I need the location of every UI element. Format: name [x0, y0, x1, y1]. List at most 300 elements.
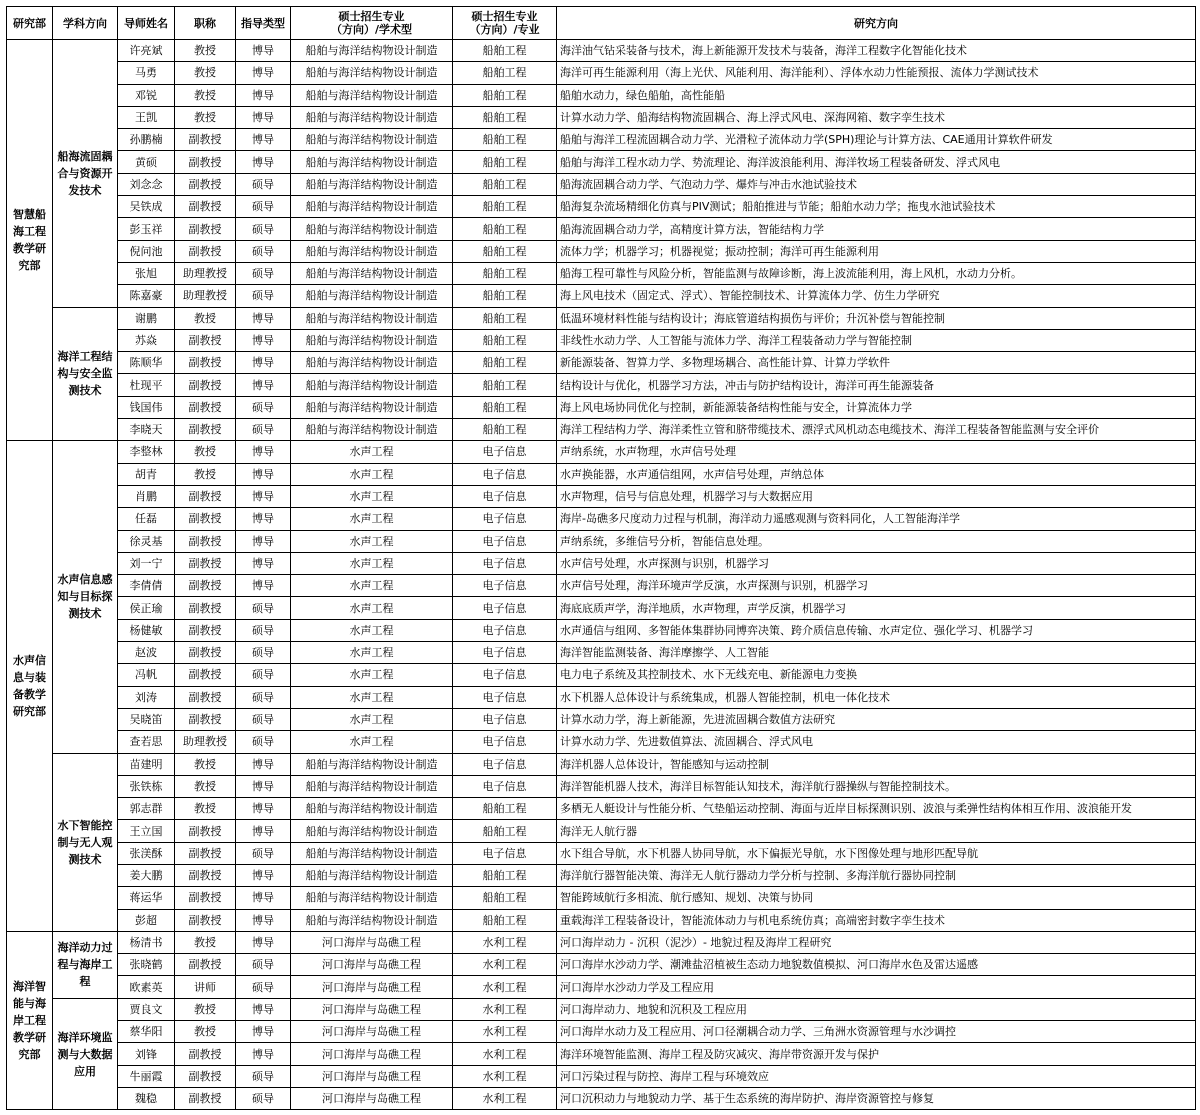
title-cell: 教授 [175, 441, 236, 463]
research-direction-cell: 海洋工程结构力学、海洋柔性立管和脐带缆技术、漂浮式风机动态电缆技术、海洋工程装备智能监测与安全评价 [557, 419, 1196, 441]
academic-major-cell: 河口海岸与岛礁工程 [291, 931, 453, 953]
professional-major-cell: 船舶工程 [453, 285, 557, 307]
supervisor-name-cell: 肖鹏 [118, 485, 175, 507]
supervisor-name-cell: 杜现平 [118, 374, 175, 396]
title-cell: 副教授 [175, 173, 236, 195]
academic-major-cell: 船舶与海洋结构物设计制造 [291, 909, 453, 931]
supervisor-name-cell: 郭志群 [118, 798, 175, 820]
title-cell: 副教授 [175, 708, 236, 730]
table-row [7, 619, 1196, 641]
research-direction-cell: 水声物理，信号与信息处理，机器学习与大数据应用 [557, 485, 1196, 507]
research-direction-cell: 河口海岸水沙动力学、潮滩盐沼植被生态动力地貌数值模拟、河口海岸水色及雷达遥感 [557, 954, 1196, 976]
supervision-type-cell: 硕导 [236, 976, 291, 998]
supervisor-name-cell: 贾良文 [118, 998, 175, 1020]
professional-major-cell: 船舶工程 [453, 419, 557, 441]
research-direction-cell: 船海复杂流场精细化仿真与PIV测试；船舶推进与节能；船舶水动力学；拖曳水池试验技术 [557, 196, 1196, 218]
table-row [7, 842, 1196, 864]
research-direction-cell: 流体力学；机器学习；机器视觉；振动控制；海洋可再生能源利用 [557, 240, 1196, 262]
table-row [7, 40, 1196, 62]
academic-major-cell: 河口海岸与岛礁工程 [291, 976, 453, 998]
table-row [7, 909, 1196, 931]
research-direction-cell: 船舶与海洋工程水动力学、势流理论、海洋波浪能利用、海洋牧场工程装备研发、浮式风电 [557, 151, 1196, 173]
professional-major-cell: 船舶工程 [453, 374, 557, 396]
title-cell: 教授 [175, 307, 236, 329]
research-direction-cell: 河口海岸动力、地貌和沉积及工程应用 [557, 998, 1196, 1020]
title-cell: 副教授 [175, 575, 236, 597]
academic-major-cell: 船舶与海洋结构物设计制造 [291, 396, 453, 418]
research-direction-cell: 多栖无人艇设计与性能分析、气垫船运动控制、海面与近岸目标探测识别、波浪与柔弹性结构体相互作用、波浪能开发 [557, 798, 1196, 820]
table-row [7, 552, 1196, 574]
academic-major-cell: 水声工程 [291, 642, 453, 664]
research-direction-cell: 船海流固耦合动力学、气泡动力学、爆炸与冲击水池试验技术 [557, 173, 1196, 195]
professional-major-cell: 水利工程 [453, 931, 557, 953]
supervision-type-cell: 博导 [236, 329, 291, 351]
title-cell: 教授 [175, 798, 236, 820]
research-direction-cell: 海洋可再生能源利用（海上光伏、风能利用、海洋能利）、浮体水动力性能预报、流体力学测试技术 [557, 62, 1196, 84]
professional-major-cell: 船舶工程 [453, 84, 557, 106]
title-cell: 副教授 [175, 954, 236, 976]
academic-major-cell: 水声工程 [291, 686, 453, 708]
supervisor-name-cell: 刘锋 [118, 1043, 175, 1065]
supervisor-name-cell: 许亮斌 [118, 40, 175, 62]
discipline-cell: 海洋工程结构与安全监测技术 [53, 307, 118, 441]
supervisor-name-cell: 胡青 [118, 463, 175, 485]
academic-major-cell: 水声工程 [291, 731, 453, 753]
academic-major-cell: 河口海岸与岛礁工程 [291, 1043, 453, 1065]
table-row [7, 196, 1196, 218]
professional-major-cell: 船舶工程 [453, 352, 557, 374]
professional-major-cell: 电子信息 [453, 552, 557, 574]
professional-major-cell: 船舶工程 [453, 173, 557, 195]
professional-major-cell: 电子信息 [453, 775, 557, 797]
supervision-type-cell: 硕导 [236, 196, 291, 218]
academic-major-cell: 船舶与海洋结构物设计制造 [291, 285, 453, 307]
professional-major-cell: 电子信息 [453, 731, 557, 753]
supervisor-name-cell: 谢鹏 [118, 307, 175, 329]
professional-major-cell: 电子信息 [453, 664, 557, 686]
title-cell: 副教授 [175, 218, 236, 240]
title-cell: 副教授 [175, 129, 236, 151]
academic-major-cell: 船舶与海洋结构物设计制造 [291, 151, 453, 173]
table-row [7, 1043, 1196, 1065]
research-direction-cell: 海洋无人航行器 [557, 820, 1196, 842]
academic-major-cell: 船舶与海洋结构物设计制造 [291, 374, 453, 396]
academic-major-cell: 船舶与海洋结构物设计制造 [291, 887, 453, 909]
academic-major-cell: 船舶与海洋结构物设计制造 [291, 753, 453, 775]
research-direction-cell: 电力电子系统及其控制技术、水下无线充电、新能源电力变换 [557, 664, 1196, 686]
professional-major-cell: 船舶工程 [453, 307, 557, 329]
academic-major-cell: 河口海岸与岛礁工程 [291, 998, 453, 1020]
table-row [7, 887, 1196, 909]
professional-major-cell: 船舶工程 [453, 129, 557, 151]
research-direction-cell: 船海流固耦合动力学，高精度计算方法，智能结构力学 [557, 218, 1196, 240]
academic-major-cell: 船舶与海洋结构物设计制造 [291, 129, 453, 151]
title-cell: 副教授 [175, 530, 236, 552]
research-direction-cell: 河口海岸水动力及工程应用、河口径潮耦合动力学、三角洲水资源管理与水沙调控 [557, 1021, 1196, 1043]
academic-major-cell: 船舶与海洋结构物设计制造 [291, 864, 453, 886]
title-cell: 教授 [175, 775, 236, 797]
research-direction-cell: 船舶与海洋工程流固耦合动力学、光滑粒子流体动力学(SPH)理论与计算方法、CAE通用计算软件研发 [557, 129, 1196, 151]
research-direction-cell: 水下机器人总体设计与系统集成，机器人智能控制，机电一体化技术 [557, 686, 1196, 708]
supervisor-name-cell: 苗建明 [118, 753, 175, 775]
supervisor-name-cell: 张渼酥 [118, 842, 175, 864]
table-row [7, 307, 1196, 329]
research-direction-cell: 海岸-岛礁多尺度动力过程与机制，海洋动力遥感观测与资料同化，人工智能海洋学 [557, 508, 1196, 530]
table-row [7, 664, 1196, 686]
title-cell: 副教授 [175, 642, 236, 664]
supervisor-name-cell: 倪问池 [118, 240, 175, 262]
table-row [7, 998, 1196, 1020]
discipline-cell: 船海流固耦合与资源开发技术 [53, 40, 118, 308]
table-row [7, 240, 1196, 262]
title-cell: 副教授 [175, 619, 236, 641]
professional-major-cell: 电子信息 [453, 530, 557, 552]
professional-major-cell: 船舶工程 [453, 151, 557, 173]
research-direction-cell: 船舶水动力，绿色船舶，高性能船 [557, 84, 1196, 106]
title-cell: 副教授 [175, 552, 236, 574]
professional-major-cell: 电子信息 [453, 597, 557, 619]
title-cell: 副教授 [175, 909, 236, 931]
supervisor-name-cell: 蒋运华 [118, 887, 175, 909]
title-cell: 助理教授 [175, 262, 236, 284]
academic-major-cell: 船舶与海洋结构物设计制造 [291, 329, 453, 351]
supervision-type-cell: 博导 [236, 775, 291, 797]
supervisor-name-cell: 李晓天 [118, 419, 175, 441]
supervision-type-cell: 硕导 [236, 731, 291, 753]
table-row [7, 931, 1196, 953]
table-row [7, 864, 1196, 886]
research-direction-cell: 计算水动力学、先进数值算法、流固耦合、浮式风电 [557, 731, 1196, 753]
academic-major-cell: 水声工程 [291, 463, 453, 485]
research-direction-cell: 水声信号处理，水声探测与识别，机器学习 [557, 552, 1196, 574]
academic-major-cell: 水声工程 [291, 485, 453, 507]
table-row [7, 463, 1196, 485]
academic-major-cell: 水声工程 [291, 619, 453, 641]
professional-major-cell: 水利工程 [453, 976, 557, 998]
academic-major-cell: 船舶与海洋结构物设计制造 [291, 262, 453, 284]
supervisor-name-cell: 张晓鹤 [118, 954, 175, 976]
table-row [7, 820, 1196, 842]
research-direction-cell: 海底底质声学，海洋地质，水声物理，声学反演，机器学习 [557, 597, 1196, 619]
title-cell: 副教授 [175, 240, 236, 262]
title-cell: 副教授 [175, 508, 236, 530]
supervisor-name-cell: 钱国伟 [118, 396, 175, 418]
department-cell: 水声信息与装备教学研究部 [7, 441, 53, 932]
supervision-type-cell: 硕导 [236, 396, 291, 418]
research-direction-cell: 水声通信与组网、多智能体集群协同博弈决策、跨介质信息传输、水声定位、强化学习、机器学习 [557, 619, 1196, 641]
title-cell: 副教授 [175, 151, 236, 173]
table-row [7, 508, 1196, 530]
supervisor-name-cell: 王立国 [118, 820, 175, 842]
supervisor-name-cell: 吴铁成 [118, 196, 175, 218]
title-cell: 副教授 [175, 329, 236, 351]
academic-major-cell: 船舶与海洋结构物设计制造 [291, 62, 453, 84]
supervisor-name-cell: 魏稳 [118, 1087, 175, 1109]
supervision-type-cell: 博导 [236, 40, 291, 62]
research-direction-cell: 智能跨域航行多相流、航行感知、规划、决策与协同 [557, 887, 1196, 909]
supervisor-name-cell: 姜大鹏 [118, 864, 175, 886]
table-row [7, 1087, 1196, 1109]
supervisor-table [6, 6, 1196, 1110]
title-cell: 教授 [175, 998, 236, 1020]
header-title: 职称 [175, 7, 236, 40]
professional-major-cell: 船舶工程 [453, 40, 557, 62]
professional-major-cell: 船舶工程 [453, 396, 557, 418]
academic-major-cell: 船舶与海洋结构物设计制造 [291, 352, 453, 374]
research-direction-cell: 声纳系统，多维信号分析，智能信息处理。 [557, 530, 1196, 552]
header-supervisor-name: 导师姓名 [118, 7, 175, 40]
supervisor-name-cell: 查若思 [118, 731, 175, 753]
academic-major-cell: 船舶与海洋结构物设计制造 [291, 218, 453, 240]
supervision-type-cell: 硕导 [236, 218, 291, 240]
academic-major-cell: 河口海岸与岛礁工程 [291, 1065, 453, 1087]
academic-major-cell: 船舶与海洋结构物设计制造 [291, 820, 453, 842]
table-row [7, 708, 1196, 730]
supervisor-name-cell: 陈嘉豪 [118, 285, 175, 307]
academic-major-cell: 河口海岸与岛礁工程 [291, 1087, 453, 1109]
title-cell: 副教授 [175, 352, 236, 374]
professional-major-cell: 水利工程 [453, 1087, 557, 1109]
table-row [7, 218, 1196, 240]
supervisor-name-cell: 吴晓笛 [118, 708, 175, 730]
supervisor-name-cell: 欧素英 [118, 976, 175, 998]
table-row [7, 530, 1196, 552]
research-direction-cell: 海上风电场协同优化与控制，新能源装备结构性能与安全，计算流体力学 [557, 396, 1196, 418]
supervision-type-cell: 博导 [236, 129, 291, 151]
title-cell: 副教授 [175, 419, 236, 441]
supervision-type-cell: 博导 [236, 575, 291, 597]
header-research-direction: 研究方向 [557, 7, 1196, 40]
research-direction-cell: 计算水动力学、船海结构物流固耦合、海上浮式风电、深海网箱、数字孪生技术 [557, 106, 1196, 128]
title-cell: 副教授 [175, 485, 236, 507]
professional-major-cell: 电子信息 [453, 508, 557, 530]
title-cell: 副教授 [175, 864, 236, 886]
research-direction-cell: 海洋机器人总体设计，智能感知与运动控制 [557, 753, 1196, 775]
supervisor-name-cell: 马勇 [118, 62, 175, 84]
table-row [7, 374, 1196, 396]
supervisor-name-cell: 李倩倩 [118, 575, 175, 597]
research-direction-cell: 船海工程可靠性与风险分析，智能监测与故障诊断，海上波流能利用，海上风机，水动力分析。 [557, 262, 1196, 284]
academic-major-cell: 船舶与海洋结构物设计制造 [291, 196, 453, 218]
header-professional-major: 硕士招生专业 （方向）/专业 [453, 7, 557, 40]
table-row [7, 1065, 1196, 1087]
academic-major-cell: 船舶与海洋结构物设计制造 [291, 419, 453, 441]
professional-major-cell: 船舶工程 [453, 218, 557, 240]
supervision-type-cell: 博导 [236, 753, 291, 775]
supervision-type-cell: 硕导 [236, 708, 291, 730]
department-cell: 海洋智能与海岸工程教学研究部 [7, 931, 53, 1109]
supervisor-name-cell: 刘念念 [118, 173, 175, 195]
supervisor-name-cell: 刘涛 [118, 686, 175, 708]
header-department: 研究部 [7, 7, 53, 40]
table-row [7, 485, 1196, 507]
table-row [7, 731, 1196, 753]
research-direction-cell: 低温环境材料性能与结构设计；海底管道结构损伤与评价；升沉补偿与智能控制 [557, 307, 1196, 329]
supervision-type-cell: 博导 [236, 62, 291, 84]
research-direction-cell: 海洋智能监测装备、海洋摩擦学、人工智能 [557, 642, 1196, 664]
table-body [7, 40, 1196, 1110]
professional-major-cell: 船舶工程 [453, 864, 557, 886]
table-row [7, 686, 1196, 708]
supervisor-name-cell: 赵波 [118, 642, 175, 664]
supervision-type-cell: 博导 [236, 887, 291, 909]
supervision-type-cell: 硕导 [236, 419, 291, 441]
table-row [7, 129, 1196, 151]
supervision-type-cell: 博导 [236, 820, 291, 842]
professional-major-cell: 水利工程 [453, 1021, 557, 1043]
academic-major-cell: 船舶与海洋结构物设计制造 [291, 106, 453, 128]
supervisor-name-cell: 侯正瑜 [118, 597, 175, 619]
research-direction-cell: 海洋油气钻采装备与技术，海上新能源开发技术与装备，海洋工程数字化智能化技术 [557, 40, 1196, 62]
professional-major-cell: 电子信息 [453, 753, 557, 775]
professional-major-cell: 电子信息 [453, 708, 557, 730]
supervision-type-cell: 硕导 [236, 285, 291, 307]
supervisor-name-cell: 冯帆 [118, 664, 175, 686]
title-cell: 副教授 [175, 1087, 236, 1109]
table-row [7, 575, 1196, 597]
supervision-type-cell: 硕导 [236, 842, 291, 864]
professional-major-cell: 电子信息 [453, 575, 557, 597]
header-discipline: 学科方向 [53, 7, 118, 40]
supervision-type-cell: 博导 [236, 485, 291, 507]
supervisor-name-cell: 陈顺华 [118, 352, 175, 374]
professional-major-cell: 电子信息 [453, 686, 557, 708]
table-row [7, 1021, 1196, 1043]
title-cell: 讲师 [175, 976, 236, 998]
academic-major-cell: 船舶与海洋结构物设计制造 [291, 798, 453, 820]
table-row [7, 106, 1196, 128]
supervision-type-cell: 硕导 [236, 954, 291, 976]
title-cell: 副教授 [175, 396, 236, 418]
supervision-type-cell: 博导 [236, 1043, 291, 1065]
supervision-type-cell: 硕导 [236, 597, 291, 619]
supervisor-name-cell: 张旭 [118, 262, 175, 284]
academic-major-cell: 水声工程 [291, 575, 453, 597]
discipline-cell: 水声信息感知与目标探测技术 [53, 441, 118, 753]
header-supervision-type: 指导类型 [236, 7, 291, 40]
title-cell: 教授 [175, 1021, 236, 1043]
supervision-type-cell: 硕导 [236, 686, 291, 708]
research-direction-cell: 河口污染过程与防控、海岸工程与环境效应 [557, 1065, 1196, 1087]
supervisor-name-cell: 张铁栋 [118, 775, 175, 797]
supervisor-name-cell: 苏焱 [118, 329, 175, 351]
supervision-type-cell: 博导 [236, 106, 291, 128]
table-row [7, 352, 1196, 374]
research-direction-cell: 海洋航行器智能决策、海洋无人航行器动力学分析与控制、多海洋航行器协同控制 [557, 864, 1196, 886]
table-row [7, 62, 1196, 84]
title-cell: 副教授 [175, 1043, 236, 1065]
supervisor-name-cell: 徐灵基 [118, 530, 175, 552]
academic-major-cell: 船舶与海洋结构物设计制造 [291, 84, 453, 106]
supervision-type-cell: 博导 [236, 798, 291, 820]
academic-major-cell: 河口海岸与岛礁工程 [291, 1021, 453, 1043]
title-cell: 副教授 [175, 887, 236, 909]
title-cell: 教授 [175, 463, 236, 485]
supervision-type-cell: 博导 [236, 530, 291, 552]
professional-major-cell: 电子信息 [453, 441, 557, 463]
professional-major-cell: 船舶工程 [453, 62, 557, 84]
academic-major-cell: 船舶与海洋结构物设计制造 [291, 775, 453, 797]
title-cell: 副教授 [175, 686, 236, 708]
table-row [7, 954, 1196, 976]
supervision-type-cell: 博导 [236, 441, 291, 463]
research-direction-cell: 河口沉积动力与地貌动力学、基于生态系统的海岸防护、海岸资源管控与修复 [557, 1087, 1196, 1109]
professional-major-cell: 船舶工程 [453, 240, 557, 262]
professional-major-cell: 船舶工程 [453, 909, 557, 931]
table-row [7, 441, 1196, 463]
supervision-type-cell: 博导 [236, 552, 291, 574]
professional-major-cell: 船舶工程 [453, 798, 557, 820]
academic-major-cell: 河口海岸与岛礁工程 [291, 954, 453, 976]
academic-major-cell: 水声工程 [291, 530, 453, 552]
title-cell: 助理教授 [175, 285, 236, 307]
research-direction-cell: 重载海洋工程装备设计，智能流体动力与机电系统仿真；高端密封数字孪生技术 [557, 909, 1196, 931]
title-cell: 教授 [175, 753, 236, 775]
academic-major-cell: 水声工程 [291, 508, 453, 530]
supervisor-name-cell: 李整林 [118, 441, 175, 463]
supervision-type-cell: 博导 [236, 1021, 291, 1043]
supervisor-name-cell: 杨清书 [118, 931, 175, 953]
table-row [7, 775, 1196, 797]
professional-major-cell: 电子信息 [453, 642, 557, 664]
header-academic-major: 硕士招生专业 （方向）/学术型 [291, 7, 453, 40]
professional-major-cell: 船舶工程 [453, 820, 557, 842]
table-row [7, 84, 1196, 106]
professional-major-cell: 电子信息 [453, 842, 557, 864]
supervision-type-cell: 博导 [236, 909, 291, 931]
research-direction-cell: 声纳系统，水声物理，水声信号处理 [557, 441, 1196, 463]
research-direction-cell: 海洋环境智能监测、海岸工程及防灾减灾、海岸带资源开发与保护 [557, 1043, 1196, 1065]
title-cell: 教授 [175, 931, 236, 953]
table-row [7, 285, 1196, 307]
supervision-type-cell: 硕导 [236, 262, 291, 284]
supervision-type-cell: 博导 [236, 151, 291, 173]
title-cell: 副教授 [175, 196, 236, 218]
supervisor-name-cell: 邓锐 [118, 84, 175, 106]
table-row [7, 976, 1196, 998]
professional-major-cell: 电子信息 [453, 619, 557, 641]
title-cell: 助理教授 [175, 731, 236, 753]
title-cell: 副教授 [175, 664, 236, 686]
table-row [7, 262, 1196, 284]
professional-major-cell: 电子信息 [453, 485, 557, 507]
discipline-cell: 海洋动力过程与海岸工程 [53, 931, 118, 998]
research-direction-cell: 河口海岸水沙动力学及工程应用 [557, 976, 1196, 998]
supervision-type-cell: 硕导 [236, 1065, 291, 1087]
title-cell: 教授 [175, 40, 236, 62]
supervision-type-cell: 博导 [236, 864, 291, 886]
table-row [7, 151, 1196, 173]
header-row [7, 7, 1196, 40]
supervisor-name-cell: 彭玉祥 [118, 218, 175, 240]
academic-major-cell: 船舶与海洋结构物设计制造 [291, 240, 453, 262]
research-direction-cell: 结构设计与优化，机器学习方法，冲击与防护结构设计，海洋可再生能源装备 [557, 374, 1196, 396]
professional-major-cell: 船舶工程 [453, 329, 557, 351]
table-row [7, 642, 1196, 664]
academic-major-cell: 水声工程 [291, 664, 453, 686]
research-direction-cell: 新能源装备、智算力学、多物理场耦合、高性能计算、计算力学软件 [557, 352, 1196, 374]
academic-major-cell: 水声工程 [291, 552, 453, 574]
supervisor-name-cell: 孙鹏楠 [118, 129, 175, 151]
table-row [7, 396, 1196, 418]
title-cell: 副教授 [175, 842, 236, 864]
supervision-type-cell: 博导 [236, 374, 291, 396]
supervision-type-cell: 博导 [236, 931, 291, 953]
research-direction-cell: 水声信号处理，海洋环境声学反演，水声探测与识别，机器学习 [557, 575, 1196, 597]
table-row [7, 329, 1196, 351]
supervision-type-cell: 博导 [236, 84, 291, 106]
supervisor-name-cell: 牛丽霞 [118, 1065, 175, 1087]
